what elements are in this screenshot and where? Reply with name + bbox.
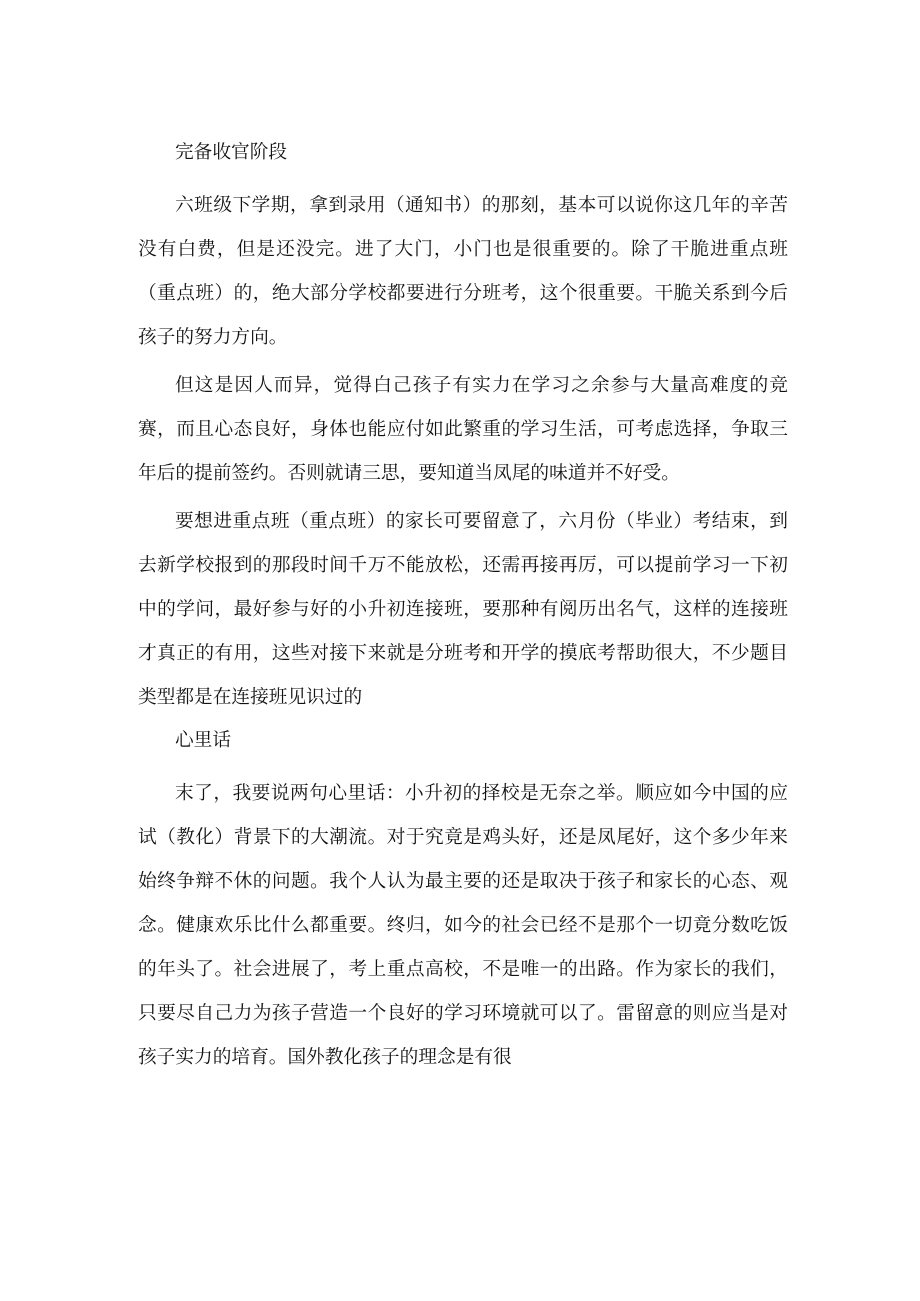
section-heading-final-stage: 完备收官阶段 bbox=[175, 142, 288, 163]
section-heading-heart-words: 心里话 bbox=[175, 730, 232, 751]
document-body bbox=[138, 136, 788, 1084]
paragraph-heart-words: 末了，我要说两句心里话：小升初的择校是无奈之举。顺应如今中国的应试（教化）背景下的大潮流。对于究竟是鸡头好，还是凤尾好，这个多少年来始终争辩不休的问题。我个人认为最主要的还是取决于孩子和家长的心态、观念。健康欢乐比什么都重要。终归，如今的社会已经不是那个一切竟分数吃饭的年头了。社会进展了，考上重点高校，不是唯一的出路。作为家长的我们，只要尽自己力为孩子营造一个良好的学习环境就可以了。雷留意的则应当是对孩子实力的培育。国外教化孩子的理念是有很 bbox=[138, 783, 788, 1068]
paragraph-competition: 但这是因人而异，觉得白己孩子有实力在学习之余参与大量高难度的竞赛，而且心态良好，身体也能应付如此繁重的学习生活，可考虑选择，争取三年后的提前签约。否则就请三思，要知道当凤尾的味道并不好受。 bbox=[138, 375, 788, 484]
paragraph-bridge-class: 要想进重点班（重点班）的家长可要留意了，六月份（毕业）考结束，到去新学校报到的那段时间千万不能放松，还需再接再厉，可以提前学习一下初中的学问，最好参与好的小升初连接班，要那种有阅历出名气，这样的连接班才真正的有用，这些对接下来就是分班考和开学的摸底考帮助很大，不少题目类型都是在连接班见识过的 bbox=[138, 511, 788, 708]
paragraph-admission: 六班级下学期，拿到录用（通知书）的那刻，基本可以说你这几年的辛苦没有白费，但是还没完。进了大门，小门也是很重要的。除了干脆进重点班（重点班）的，绝大部分学校都要进行分班考，这个很重要。干脆关系到今后孩子的努力方向。 bbox=[138, 195, 788, 348]
